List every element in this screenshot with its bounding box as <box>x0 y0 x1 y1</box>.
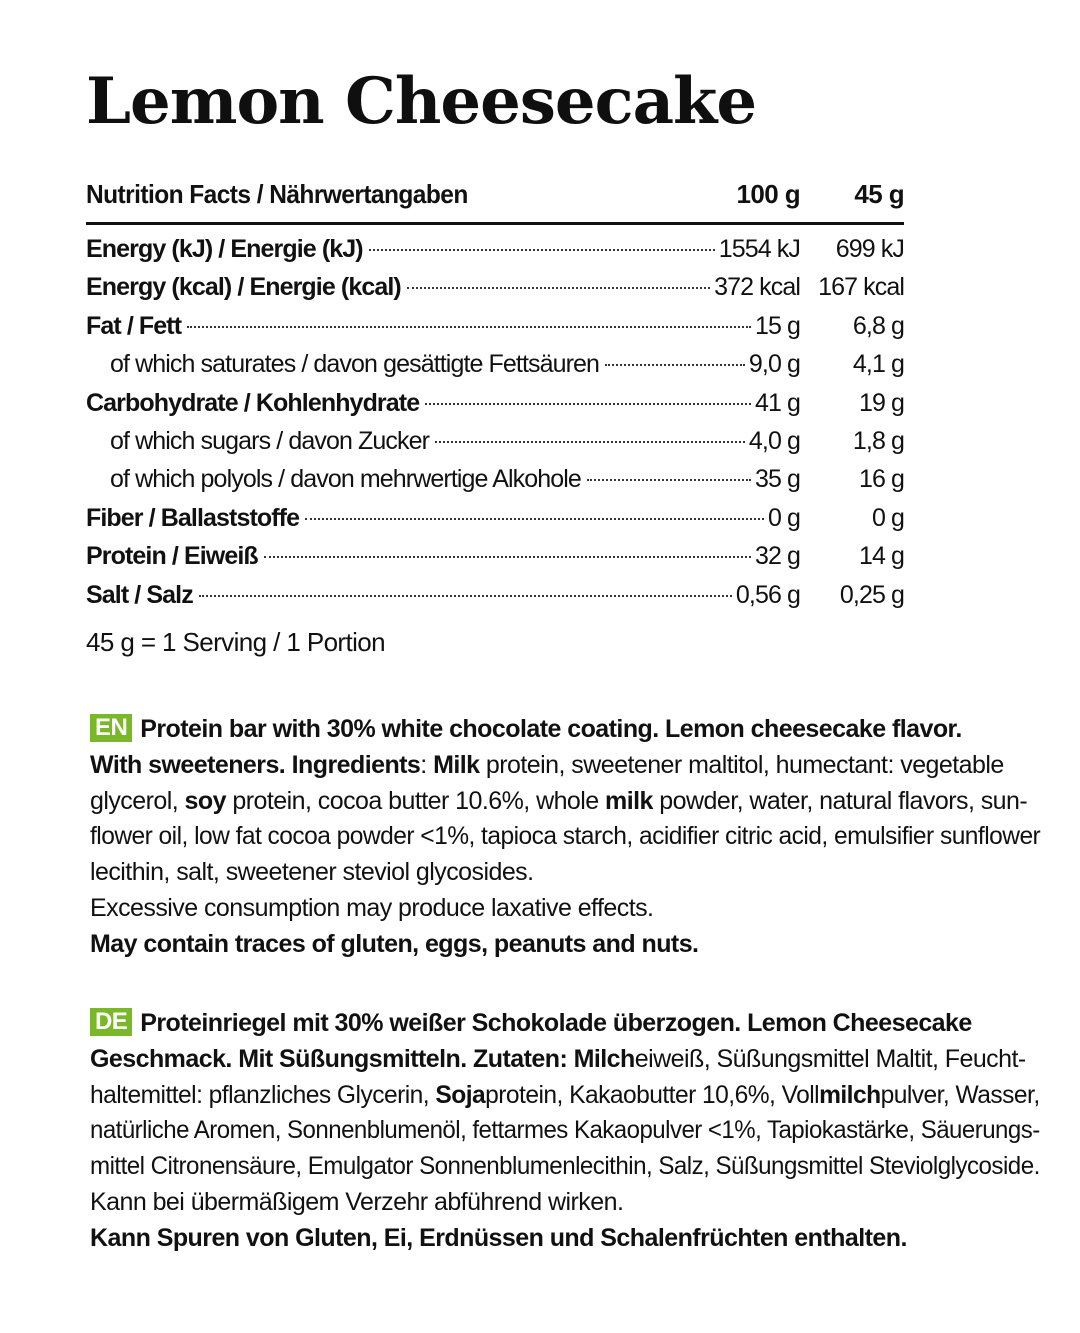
de-line-3 <box>90 1078 1040 1114</box>
row-label: Energy (kcal) / Energie (kcal) <box>86 273 401 302</box>
row-label: Carbohydrate / Kohlenhydrate <box>86 388 420 417</box>
en-line-4: flower oil, low fat cocoa powder <1%, tapioca starch, acidifier citric acid, emulsifier sunflower <box>90 822 1041 851</box>
row-label: Protein / Eiweiß <box>86 542 258 571</box>
de-line-1 <box>90 1006 1040 1042</box>
de-text: protein, Kakaobutter 10,6%, Voll <box>485 1080 820 1109</box>
value-45g: 0,25 g <box>839 580 904 609</box>
value-45g: 16 g <box>858 465 904 494</box>
language-badge-de: DE <box>90 1008 132 1036</box>
value-100g: 41 g <box>754 388 800 417</box>
nutrition-row-carbohydrate <box>86 389 904 427</box>
en-line-5: lecithin, salt, sweetener steviol glycosides. <box>90 858 534 887</box>
row-label: of which polyols / davon mehrwertige Alkohole <box>110 465 581 494</box>
en-line-3 <box>90 784 1040 820</box>
de-headline: Proteinriegel mit 30% weißer Schokolade überzogen. Lemon Cheesecake <box>140 1009 972 1037</box>
de-text: eiweiß, Süßungsmittel Maltit, Feucht- <box>634 1044 1026 1073</box>
nutrition-row-energy-kcal <box>86 273 904 311</box>
value-100g: 35 g <box>754 465 800 494</box>
value-100g: 15 g <box>754 311 800 340</box>
header-rule <box>86 222 904 225</box>
german-description <box>90 1006 1040 1257</box>
value-100g: 0 g <box>767 503 800 532</box>
de-text: haltemittel: pflanzliches Glycerin, <box>90 1080 436 1109</box>
de-allergen-soja: Soja <box>435 1080 486 1109</box>
en-headline: Protein bar with 30% white chocolate coating. Lemon cheesecake flavor. <box>140 715 962 743</box>
de-line-5: mittel Citronensäure, Emulgator Sonnenblumenlecithin, Salz, Süßungsmittel Steviolglycoside. <box>90 1152 1040 1181</box>
dot-leader <box>587 479 751 481</box>
product-title: Lemon Cheesecake <box>86 64 757 139</box>
en-allergen-warning <box>90 927 1040 963</box>
label-page <box>86 62 1046 1252</box>
value-45g: 6,8 g <box>852 311 904 340</box>
en-line-1 <box>90 712 1040 748</box>
dot-leader <box>305 518 764 520</box>
row-label: Salt / Salz <box>86 580 193 609</box>
nutrition-header-45g: 45 g <box>854 178 904 209</box>
nutrition-row-sugars <box>86 427 904 465</box>
nutrition-row-saturates <box>86 350 904 388</box>
dot-leader <box>199 595 732 597</box>
dot-leader <box>435 441 745 443</box>
value-45g: 699 kJ <box>835 235 904 263</box>
english-description <box>90 712 1040 963</box>
dot-leader <box>264 556 751 558</box>
language-badge-en: EN <box>90 714 132 742</box>
de-laxative-warning: Kann bei übermäßigem Verzehr abführend wirken. <box>90 1187 624 1216</box>
nutrition-row-energy-kj <box>86 235 904 273</box>
nutrition-row-polyols <box>86 465 904 503</box>
nutrition-header-label: Nutrition Facts / Nährwertangaben <box>86 178 468 209</box>
nutrition-header <box>86 172 904 216</box>
row-label: of which sugars / davon Zucker <box>110 426 429 455</box>
value-45g: 1,8 g <box>852 426 904 455</box>
en-text: : <box>420 750 434 779</box>
en-allergen-milk: Milk <box>433 750 480 779</box>
value-45g: 19 g <box>858 388 904 417</box>
value-45g: 4,1 g <box>852 350 904 379</box>
dot-leader <box>605 364 745 366</box>
value-100g: 4,0 g <box>748 426 800 455</box>
dot-leader <box>187 326 751 328</box>
en-ingredients-heading: With sweeteners. Ingredients <box>90 750 421 779</box>
de-text: pulver, Wasser, <box>880 1080 1040 1109</box>
de-line-2 <box>90 1042 1040 1078</box>
de-allergen-warning-text: Kann Spuren von Gluten, Ei, Erdnüssen und Schalenfrüchten enthalten. <box>90 1223 907 1252</box>
en-allergen-warning-text: May contain traces of gluten, eggs, peanuts and nuts. <box>90 929 699 958</box>
row-label: Energy (kJ) / Energie (kJ) <box>86 235 363 263</box>
en-line-2 <box>90 748 1040 784</box>
en-allergen-soy: soy <box>184 786 226 815</box>
row-label: of which saturates / davon gesättigte Fettsäuren <box>110 350 600 379</box>
value-45g: 167 kcal <box>818 273 904 302</box>
row-label: Fiber / Ballaststoffe <box>86 503 300 532</box>
en-allergen-milk: milk <box>605 786 653 815</box>
serving-size-note: 45 g = 1 Serving / 1 Portion <box>86 626 386 657</box>
dot-leader <box>407 287 710 289</box>
value-45g: 0 g <box>871 503 904 532</box>
value-100g: 32 g <box>754 542 800 571</box>
en-text: glycerol, <box>90 786 185 815</box>
de-allergen-warning <box>90 1221 1040 1257</box>
en-text: protein, sweetener maltitol, humectant: vegetable <box>479 750 1004 779</box>
dot-leader <box>369 249 715 251</box>
en-text: protein, cocoa butter 10.6%, whole <box>225 786 606 815</box>
nutrition-table <box>86 172 904 658</box>
nutrition-row-protein <box>86 542 904 580</box>
en-laxative-warning: Excessive consumption may produce laxative effects. <box>90 893 654 922</box>
value-100g: 9,0 g <box>748 350 800 379</box>
value-100g: 372 kcal <box>714 273 800 302</box>
en-text: powder, water, natural flavors, sun- <box>652 786 1028 815</box>
de-ingredients-heading: Geschmack. Mit Süßungsmitteln. Zutaten: Milch <box>90 1044 635 1073</box>
de-allergen-milch: milch <box>819 1080 881 1109</box>
nutrition-header-100g: 100 g <box>736 178 800 209</box>
de-line-4: natürliche Aromen, Sonnenblumenöl, fettarmes Kakaopulver <1%, Tapiokastärke, Säuerungs- <box>90 1116 1040 1145</box>
nutrition-row-salt <box>86 581 904 619</box>
value-100g: 0,56 g <box>735 580 800 609</box>
row-label: Fat / Fett <box>86 311 182 340</box>
nutrition-row-fiber <box>86 504 904 542</box>
value-45g: 14 g <box>858 542 904 571</box>
dot-leader <box>425 403 751 405</box>
value-100g: 1554 kJ <box>718 235 800 263</box>
nutrition-row-fat <box>86 312 904 350</box>
